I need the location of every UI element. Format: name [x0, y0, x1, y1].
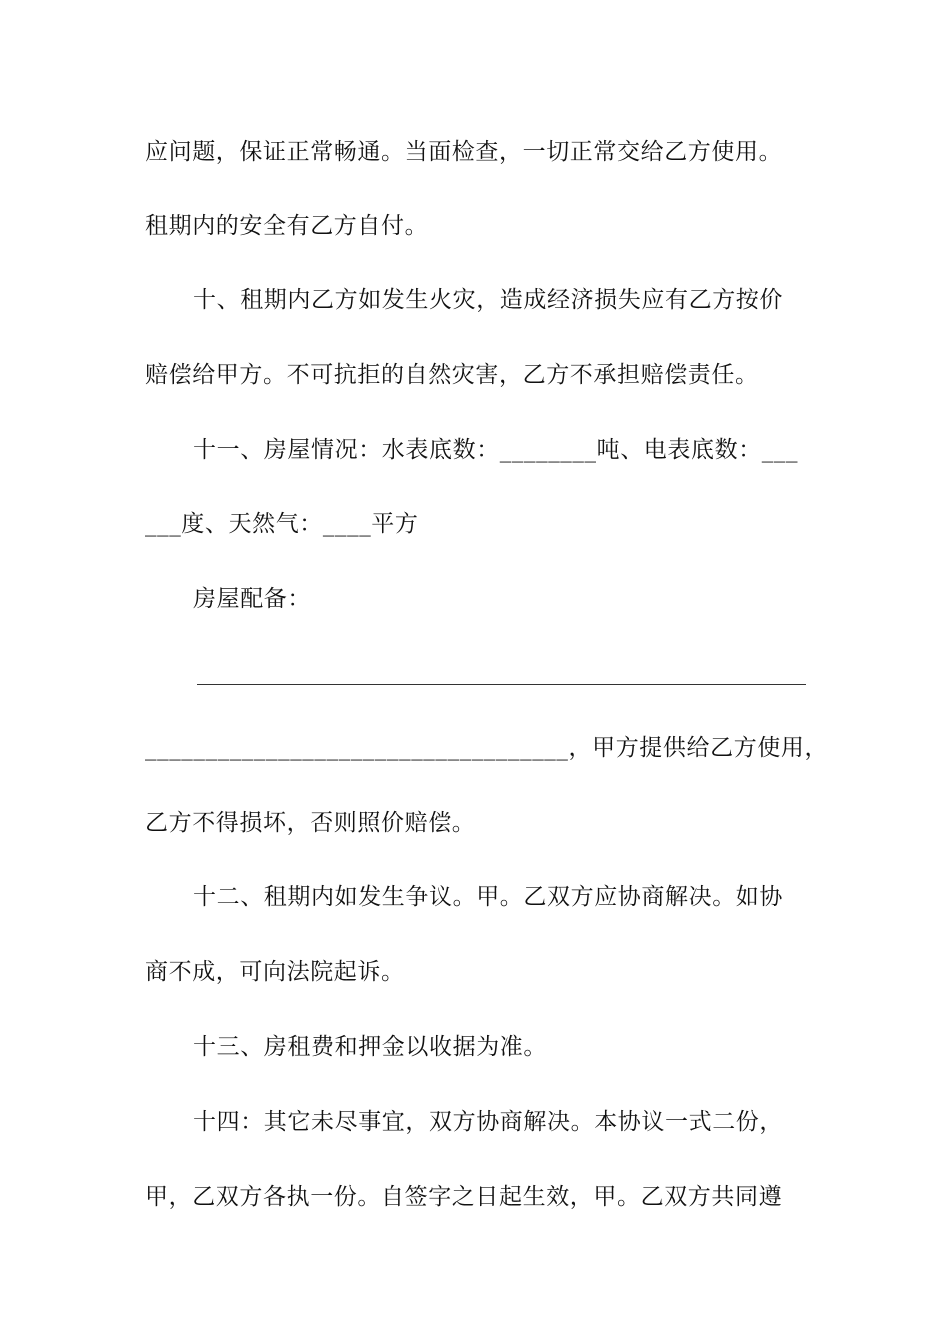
clause-12-line-2: 商不成，可向法院起诉。: [145, 959, 405, 985]
equipment-line: ___________________________________，甲方提供给乙方使用，: [145, 735, 829, 761]
clause-13-line: 十三、房租费和押金以收据为准。: [193, 1034, 547, 1060]
paragraph-line-2: 租期内的安全有乙方自付。: [145, 213, 429, 239]
equipment-fill-line: [197, 684, 806, 685]
clause-11-line-2: ___度、天然气：____平方: [145, 511, 419, 537]
paragraph-line-1: 应问题，保证正常畅通。当面检查，一切正常交给乙方使用。: [145, 139, 783, 165]
clause-10-line-1: 十、租期内乙方如发生火灾，造成经济损失应有乙方按价: [193, 287, 783, 313]
clause-14-line-1: 十四：其它未尽事宜，双方协商解决。本协议一式二份，: [193, 1109, 783, 1135]
clause-14-line-2: 甲，乙双方各执一份。自签字之日起生效，甲。乙双方共同遵: [145, 1184, 783, 1210]
house-equipment-label: 房屋配备：: [193, 586, 311, 612]
clause-12-line-1: 十二、租期内如发生争议。甲。乙双方应协商解决。如协: [193, 884, 783, 910]
clause-11-line-1: 十一、房屋情况：水表底数：________吨、电表底数：___: [193, 437, 799, 463]
clause-10-line-2: 赔偿给甲方。不可抗拒的自然灾害，乙方不承担赔偿责任。: [145, 362, 759, 388]
equipment-note-line: 乙方不得损坏，否则照价赔偿。: [145, 810, 476, 836]
